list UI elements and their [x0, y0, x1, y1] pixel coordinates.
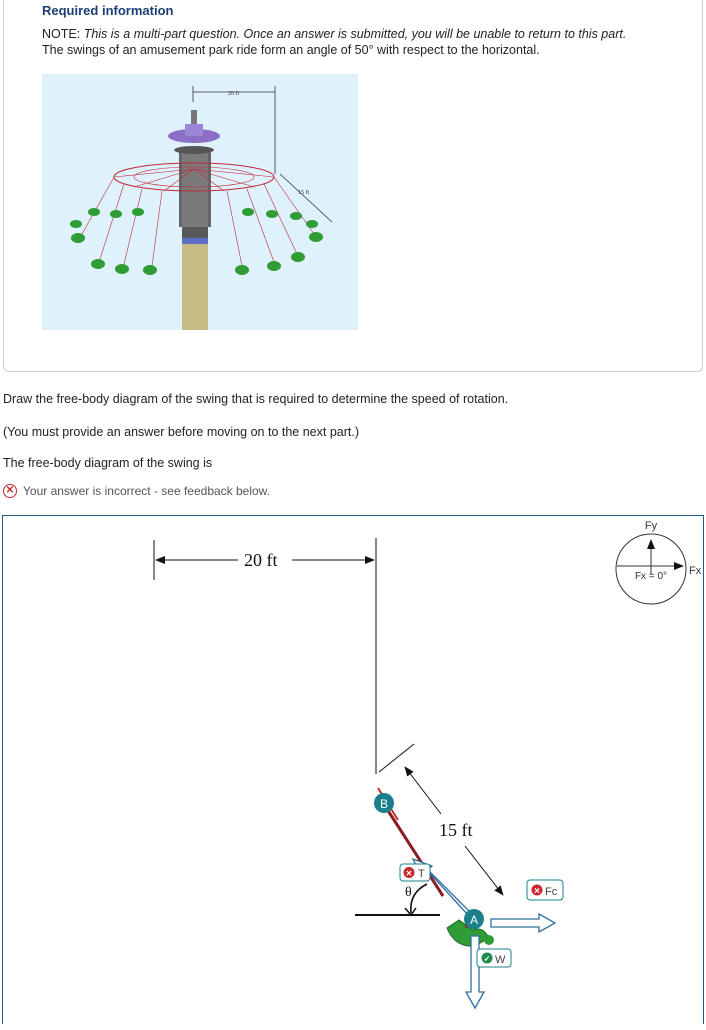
w-label-text: W — [495, 954, 506, 966]
fbd-workspace[interactable] — [2, 515, 704, 1024]
compass-fy: Fy — [644, 520, 658, 532]
force-t-label[interactable] — [400, 864, 430, 881]
ride-illustration — [42, 74, 358, 330]
swing-cable — [385, 806, 443, 896]
t-incorrect-icon: ✕ — [405, 869, 413, 878]
dim-20-label: 20 ft — [244, 550, 278, 570]
compass-readout: Fx = 0° — [634, 571, 668, 582]
point-a-badge[interactable] — [464, 909, 484, 929]
point-b-label: B — [379, 797, 389, 811]
required-info-title: Required information — [42, 3, 174, 18]
fbd-intro: The free-body diagram of the swing is — [3, 456, 213, 470]
t-label-text: T — [418, 868, 425, 880]
note-italic: This is a multi-part question. Once an answer is submitted, you will be unable to return to this part. — [83, 27, 627, 41]
direction-compass[interactable] — [616, 520, 702, 604]
note-text — [42, 26, 697, 58]
problem-statement: The swings of an amusement park ride form an angle of 50° with respect to the horizontal. — [42, 43, 540, 57]
point-a-label: A — [469, 913, 479, 927]
fbd-canvas[interactable] — [3, 516, 705, 1025]
note-prefix: NOTE: — [42, 27, 81, 41]
dim-15-label: 15 ft — [439, 820, 473, 840]
ride-figure — [42, 74, 358, 330]
w-correct-icon: ✓ — [483, 954, 491, 964]
must-answer-note: (You must provide an answer before moving on to the next part.) — [3, 425, 359, 439]
question-prompt: Draw the free-body diagram of the swing that is required to determine the speed of rotation. — [3, 392, 509, 406]
required-info-panel — [3, 0, 703, 372]
force-w-label[interactable] — [477, 949, 511, 967]
compass-fx: Fx — [689, 565, 702, 577]
incorrect-feedback — [3, 484, 270, 498]
feedback-text: Your answer is incorrect - see feedback below. — [23, 484, 271, 498]
point-b-badge[interactable] — [374, 793, 394, 813]
figure-dim-15: 15 ft — [298, 190, 310, 196]
incorrect-icon: ✕ — [3, 484, 17, 498]
fc-incorrect-icon: ✕ — [533, 886, 541, 896]
fc-label-text: Fc — [545, 886, 558, 898]
force-fc-label[interactable] — [527, 880, 563, 900]
force-w-arrow[interactable] — [466, 936, 484, 1008]
force-fc-arrow[interactable] — [491, 914, 555, 932]
figure-dim-20: 20 ft — [228, 91, 240, 97]
angle-theta: θ — [405, 885, 412, 900]
